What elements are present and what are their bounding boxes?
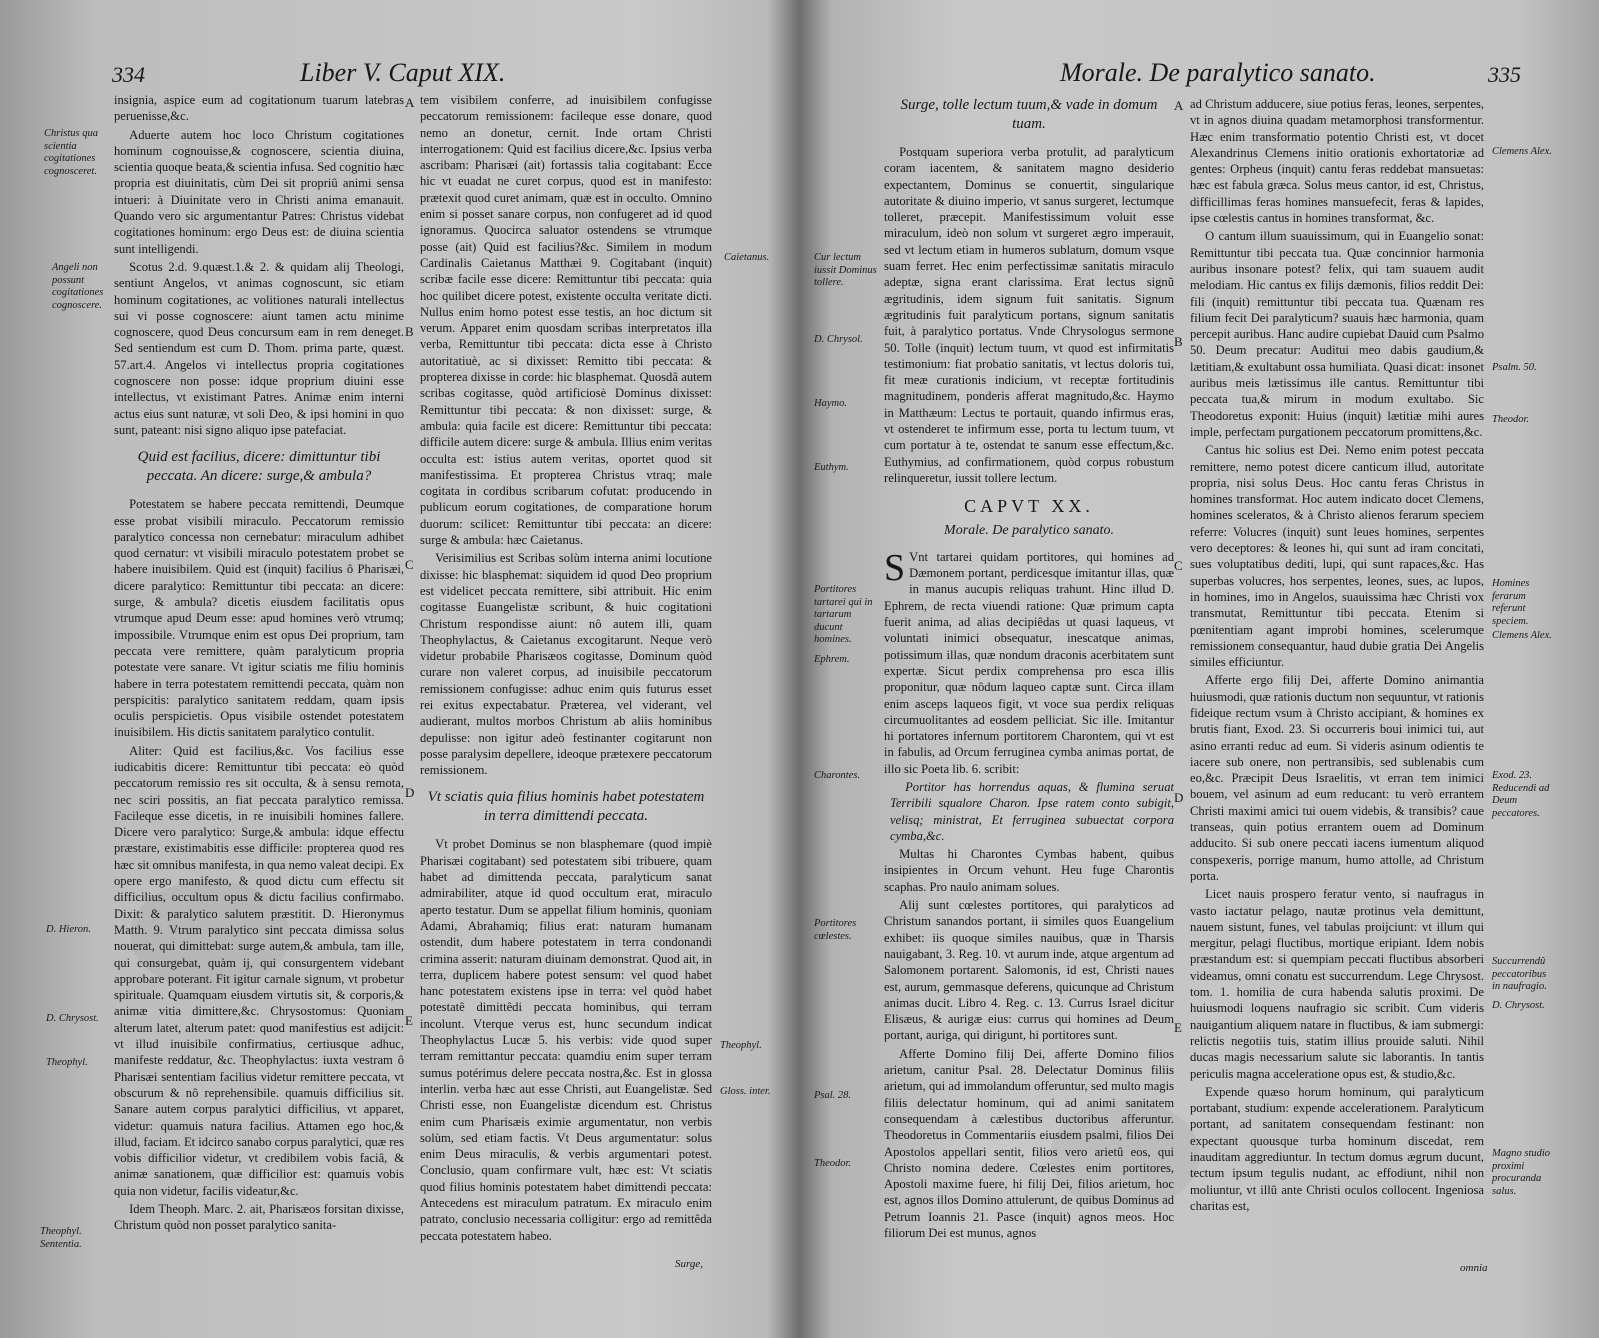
margin-note: Euthym. <box>814 462 849 473</box>
margin-note: Clemens Alex. <box>1492 146 1552 157</box>
margin-note: Theophyl. <box>720 1040 762 1051</box>
margin-note: Portitores cœlestes. <box>814 918 857 942</box>
paragraph <box>884 546 1174 777</box>
section-letter: E <box>1174 1020 1182 1035</box>
section-letter: A <box>405 95 415 110</box>
margin-note: Theodor. <box>1492 414 1530 425</box>
margin-note: Theophyl. Sententia. <box>40 1226 82 1250</box>
paragraph: Postquam superiora verba protulit, ad paralyticum coram iacentem, & sanitatem magno desiderio expectantem, Dominus se conuertit, singularique autoritate & diuino imperio, vt sanus surgeret, lectumque tolleret, præcepit. Manifestissimum voluit esse miraculum, ideò non solum vt surgeret ægro imperauit, sed vt lectum etiam in humeros sublatum, domum vsque suam ferret. Hec enim perfectissimæ sanitatis miraculo adeptæ, signa erant clarissima. Erat lectus signũ ægritudinis, idem signum fuit sanitatis. Signum ægritudinis fuit paralyticum portans, signum sanitatis fuit, à paralytico portatus. Vnde Chrysologus sermone 50. Tolle (inquit) lectum tuum, vt quod est infirmitatis testimonium: fiat probatio sanitatis, vt lectus doloris tui, fit meæ curationis indicium, vt receptæ fortitudinis magnitudinem, ponderis afferat magnitudo,&c. Haymo in Matthæum: Lectus te portauit, quando infirmus eras, vt ostenderet te infirmum esse, porta tu lectum tuum, vt cum portatur à te, ostendat te sanum esse effectum,&c. Euthymius, ad confirmationem, quòd corpus robustum relinqueretur, iussit tollere lectum. <box>884 145 1174 485</box>
margin-note: Theophyl. <box>46 1057 88 1068</box>
chapter-subtitle: Morale. De paralytico sanato. <box>944 522 1114 538</box>
margin-note: Magno studio proximi procuranda salus. <box>1492 1148 1551 1197</box>
section-heading: Surge, tolle lectum tuum,& vade in domum tuam. <box>900 97 1158 132</box>
paragraph: Cantus hic solius est Dei. Nemo enim potest peccata remittere, nemo potest dicere canticum illud, autoritate propria, nisi solus Deus. Hoc cantu feras Christus in homines transformat. Hoc autem indicato docet Clemens, homines sceleratos, & à Christo alienos ferarum speciem referre: Volucres (inquit) sunt leues homines, serpentes vero deceptores: & leones hi, qui sunt ad iram concitati, sues voluptatibus dediti, lupi, qui sunt rapaces,&c. Has superbas volucres, hos serpentes, leones, sues, ac lupos, in homines, imo in Angelos, suauissima hæc Christi vox transmutat, Remittuntur tibi peccata. Etenim si pœnitentiam agant improbi homines, scelerumque remissionem consequantur, haud dubie gratia Dei Angelis similes efficiuntur. <box>1190 443 1484 670</box>
paragraph: Multas hi Charontes Cymbas habent, quibus insipientes in Orcum vehunt. Heu fuge Charontis scaphas. Pro naulo animam solues. <box>884 847 1174 894</box>
margin-note: Caietanus. <box>724 252 770 263</box>
paragraph: Aliter: Quid est facilius,&c. Vos facilius esse iudicabitis dicere: Remittuntur tibi peccata: eò quòd peccatorum remissio res sit occulta, & à sensu remota, nec sciri possitis, an fiat peccata paralytico remissa. Facileque esse dicetis, in re inuisibili homines fallere. Dicere vero paralytico: Surge,& ambula: idque effectu præstare, existimabitis esse difficile: propterea quod res hæc sit omnibus manifesta, in qua nemo valeat decipi. Ex opere ergo manifesto, & quod dictu cum effectu sit difficilius, occultum opus & dictu facilius confirmabo. Dixit: & paralytico salutem præstitit. D. Hieronymus Matth. 9. Vtrum paralytico sint peccata dimissa solus nouerat, qui dimittebat: surge autem,& ambula, tam ille, qui consurgebat, quàm ij, qui consurgentem videbant approbare poterant. Fit igitur carnale signum, vt probetur spirituale. Quamquam eiusdem virtutis sit, & corporis,& animæ vitia dimittere,&c. Chrysostomus: Quoniam alterum latet, alterum patet: quod manifestius est adijcit: vt illud inuisibile confirmatius, certiusque adhuc, manifeste reddatur, &c. Theophylactus: iuxta vestram ô Pharisæi sententiam facilius videtur remittere peccata, vt obscurum & nô reprehensibile. quamuis difficilius sit. Sanare autem corpus paralytici difficilius, vt apparet, videtur: quamuis natura facilius. Attamen ego hoc,& illud, faciam. Et idcirco sanabo corpus paralytici, quæ res vobis difficilior videtur, vt credibilem vobis faciâ, & animæ sanationem, quæ difficilior est: quamuis vobis quia non videtur, facilis videatur,&c. <box>114 743 404 1198</box>
section-letter: B <box>1174 334 1183 349</box>
margin-note: Succurrendû peccatoribus in naufragio. <box>1492 956 1547 992</box>
margin-note: Theodor. <box>814 1158 852 1169</box>
page-number: 335 <box>1488 62 1521 87</box>
margin-note: Exod. 23. Reducendi ad Deum peccatores. <box>1492 770 1550 819</box>
page-number: 334 <box>112 62 145 87</box>
right-column-1 <box>884 96 1174 1281</box>
section-letter: B <box>405 324 414 339</box>
catchword: Surge, <box>675 1258 704 1270</box>
margin-note: D. Hieron. <box>46 924 91 935</box>
catchword: omnia <box>1460 1262 1488 1274</box>
section-letter: A <box>1174 98 1184 113</box>
margin-note: Psalm. 50. <box>1492 362 1537 373</box>
paragraph: Verisimilius est Scribas solùm interna animi locutione dixisse: hic blasphemat: siquidem id quod Deo proprium est videlicet peccata remittere, sibi attribuit. Hic enim cogitasse Euangelistæ scribunt, & huic cogitationi Christum respondisse aiunt: nô autem illi, quam Theophylactus, & Caietanus excogitarunt. Neque verò videtur probabile Pharisæos cogitasse, Dominum quòd curare non valeret corpus, ad inuisibile peccatorum remissionem confugisse: adhuc enim quis futurus esset rei exitus expectabatur. Præterea, vel viderant, vel audierant, multos morbos Christum ab aliis hominibus depulisse: non igitur adeò festinanter cogitarunt non posse paralysim depellere, ideoque prætexere peccatorum remissionem. <box>420 551 712 778</box>
margin-note: D. Chrysost. <box>1492 1000 1545 1011</box>
paragraph: Potestatem se habere peccata remittendi, Deumque esse probat visibili miraculo. Peccatorum remissio paralytico concessa non cernebatur: miraculum adhibet quod cernatur: vt visibili miraculo potestatem probet se habere inuisibilem. Quid est (inquit) facilius ô Pharisæi, dicere paralytico: Remittuntur tibi peccata: an dicere: surge, & ambula? dicetis eiusdem facilitatis opus vtrumque apud Deum esse: apud homines verò vtrumq; impossibile. Vtrumque enim est opus Dei proprium, tam peccata vere remittere, quàm paralyticum propria potestate vere sanare. Vt igitur sciatis me filiu hominis habere in terra potestatem remittendi peccata, quàm non perspicitis: paralytico sanitatem reddam, quam ipsis oculis perspicietis. Opus visibile ostendet potestatem inuisibilem. His dictis sanitatem paralytico contulit. <box>114 497 404 740</box>
margin-note: Charontes. <box>814 770 860 781</box>
section-heading: Vt sciatis quia filius hominis habet potestatem in terra dimittendi peccata. <box>427 789 705 825</box>
margin-note: D. Chrysost. <box>46 1013 99 1024</box>
running-head: Liber V. Caput XIX. <box>300 58 506 87</box>
paragraph: Vt probet Dominus se non blasphemare (quod impiè Pharisæi cogitabant) sed potestatem sibi tribuere, quam habet ad dimittenda peccata, paralyticum sanat admirabiliter, atque id quod occultum erat, miraculo aperto testatur. Dum se appellat filium hominis, quoniam Adami, Abrahamiq; filius erat: naturam humanam ostendit, dum habere potestatem in terra condonandi crimina asserit: naturam diuinam demonstrat. Quod ait, in terra, duplicem habere potest sensum: vel quod habet hanc potestatem existens ipse in terra: vel quòd habet potestatê dimittêdi peccata hominibus, qui terram incolunt. Vterque verus est, hunc secundum indicat Theophylactus Lucæ 5. his verbis: vide quod super terram remittantur peccata: quamdiu enim super terram sumus potérimus delere peccata nostra,&c. Est in glossa interlin. verba hæc aut esse Christi, aut Euangelistæ. Sed Christi esse, non Euangelistæ dicendum est. Christus enim cum Pharisæis eximie argumentatur, non verbis solùm, sed etiam factis. Vt Deus argumentatur: solus enim Deus miraculis, & verbis argumentari potest. Conclusio, quam confirmare vult, hæc est: Vt sciatis quod filius hominis potestatem habet dimittendi peccata: Antecedens est miraculum patratum. Ex miraculo enim patrato, conclusio necessaria colligitur: ergo ad remittêda peccata potestatem habeo. <box>420 837 712 1243</box>
paragraph: Afferte ergo filij Dei, afferte Domino animantia huiusmodi, quæ rationis ductum non sequuntur, vt rationis fideique rectum vsum à Christo accipiant, & homines ex brutis fiant, Exod. 23. Si occurreris boui inimici tui, aut asino erranti reduc ad eum. Si videris asinum odientis te iacere sub onere, non pertransibis, sed sublenabis cum eo,&c. Præcipit Deus Israelitis, vt erran tem inimici bouem, vel asinum ad eum reducant: tu verò errantem Christi maximi amici tui ouem videbis, & transibis? caue transeas, quin potius errantem ouem ad Dominum adducito. Si sub onere peccati iacens iumentum aliquod conspexeris, porrige manum, humo attolle, ad Christum porta. <box>1190 673 1484 883</box>
paragraph: Afferte Domino filij Dei, afferte Domino filios arietum, canitur Psal. 28. Delectatur Dominus filiis arietum, qui ad immolandum offeruntur, sed multo magis filiis delectatur hominum, qui ad animi sanitatem consequendam à cælestibus ductoribus afferuntur. Theodoretus in Commentariis eiusdem psalmi, filios Dei Apostolos appellari sentit, filios vero arietû eos, qui Christo nomina dedere. Cœlestes enim portitores, Apostoli maxime fuere, hi filij Dei, filios arietum, hoc est, agnos illos Domino attulerunt, de quibus Dominus ad Petrum Ioannis 21. Pasce (inquit) agnos meos. Hoc filiorum Dei est munus, agnos <box>884 1046 1174 1240</box>
margin-note: Haymo. <box>814 398 847 409</box>
margin-note: Homines ferarum referunt speciem. <box>1492 578 1530 627</box>
right-page <box>800 0 1599 1338</box>
paragraph: tem visibilem conferre, ad inuisibilem confugisse peccatorum remissionem: facileque esse donare, quod nemo an donetur, cernit. Inde ortam Christi interrogationem: Quid est facilius dicere,&c. Ipsius verba ascribam: Pharisæi (ait) fortassis talia cogitabant: Ecce hic vt euadat ne curet corpus, quod est in manifesto: prætexit quod curet animam, quæ est in occulto. Omnino enim si posset sanare corpus, non confugeret ad id quod ignoramus. Quocirca saluator ostendens se vtrumque posse (ait) Quid est facilius?&c. Similem in modum Cardinalis Caietanus Matthæi 9. Cogitabant (inquit) scribæ facile esse dicere: Remittuntur tibi peccata: quia hoc quilibet dicere potest, existente occulta veritate dicti. Nullus enim homo potest esse testis, an hoc dictum sit verum. Apparet enim quosdam scribas interpretatos illa verba, Remittuntur tibi peccata: dicta esse à Christo autoritatiuè, ac si dixisset: Remitto tibi peccata: & propterea dixisse in corde: hic blasphemat. Quosdâ autem scribas cogitasse, quòd artificiosè Dominus dixisset: Remittuntur tibi peccata: & non dixisset: surge, & ambula: quia facile est dicere: Remittuntur tibi peccata: difficile autem dicere: surge & ambula. Illius enim veritas occulta est: istius autem veritas, oportet quod sit manifestissima. Et propterea Christus vtraq; male cogitata in cordibus scribarum cofutat: producendo in publicum eorum cogitationes, de comparatione horum duorum: scilicet: Remittuntur tibi peccata: an dicere: surge & ambula: hæc Caietanus. <box>420 93 712 548</box>
left-column-1 <box>114 92 404 1272</box>
paragraph: Expende quæso horum hominum, qui paralyticum portabant, studium: expende accelerationem. Paralyticum portant, ad sanitatem consequendam festinant: non expectant quousque turba hominum discedat, rem inauditam aggrediuntur. In tectum domus ægrum ducunt, tectum ipsum tegulis nudant, ac effodiunt, nihil non moliuntur, vt illû ante Christi oculos collocent. Ingeniosa charitas est, <box>1190 1084 1484 1213</box>
margin-note: D. Chrysol. <box>814 334 863 345</box>
margin-note: Psal. 28. <box>814 1090 852 1101</box>
section-letter: D <box>1174 790 1184 805</box>
section-letter: C <box>1174 558 1183 573</box>
section-letter: D <box>405 785 415 800</box>
margin-note: Clemens Alex. <box>1492 630 1552 641</box>
section-heading: Quid est facilius, dicere: dimittuntur tibi peccata. An dicere: surge,& ambula? <box>137 449 381 485</box>
verse-quote: Portitor has horrendus aquas, & flumina seruat Terribili squalore Charon. Ipse ratem conto subigit, velisq; ministrat, Et ferruginea subuectat corpora cymba,&c. <box>890 779 1174 843</box>
margin-note: Ephrem. <box>814 654 850 665</box>
paragraph: Licet nauis prospero feratur vento, si naufragus in vasto iactatur pelago, nautæ protinus vela demittunt, nauem sistunt, funes, vel tabulas proijciunt: vt illum qui mergitur, pelagi fluctibus, mortique eripiant. Idem nobis præstandum est: si quempiam peccati fluctibus absorberi videamus, omni conatu est succurrendum. Lege Chrysost. tom. 1. homilia de cura habenda salutis proximi. De huiusmodi loquens naufragio sic scribit. Cum videris nauigantium aliquem natare in fluctibus, & iam submergi: relictis negotiis tuis, statim illius prouide saluti. Nihil ducas magis necessarium salute sic laborantis. In tantis periculis magna acceleratione opus est, & studio,&c. <box>1190 887 1484 1081</box>
drop-cap: S <box>884 546 906 589</box>
paragraph: Aduerte autem hoc loco Christum cogitationes hominum cognouisse,& cognoscere, scientia diuina, scientia quoque beata,& scientia infusa. Sed cognitio hæc propria est diuinitatis, cùm Dei sit propriû animi sensa intueri: à Diuinitate vero in Christi anima emanauit. Quando vero sic argumentantur Patres: Christus videbat cogitationes hominum: ergo Deus est: de diuina scientia sunt intelligendi. <box>114 127 404 256</box>
margin-note: Gloss. inter. <box>720 1086 771 1097</box>
chapter-title: CAPVT XX. <box>964 496 1094 517</box>
paragraph-text: Vnt tartarei quidam portitores, qui homines ad Dæmonem portant, perdicesque imitantur illas, quæ in manus aucupis reliquas trahunt. Hinc illud D. Ephrem, de recta viuendi ratione: Quæ primum capta fuerit anima, ad alias decipiêdas ut quasi laqueus, vt voluntati inimici obsequatur, inescatque animas, potissimum illas, quæ nondum draconis acerbitatem sunt expertæ. Sicut perdix comprehensa pro esca illis proponitur, quæ nôdum laqueo captæ sunt. Circa illam enim asceps laqueos figit, vt voce sua perdix reliquas circumuolitantes ad eosdem pelliciat. Sic ille. Imitantur hi portatores infernum portitorem Charontem, qui vt est in fabulis, ad Orcum ferruginea cymba animas portat, de illo sic Poeta lib. 6. scribit: <box>884 549 1174 776</box>
margin-note: Christus qua scientia cogitationes cognosceret. <box>44 128 98 177</box>
section-letter: C <box>405 557 414 572</box>
margin-note: Portitores tartarei qui in tartarum ducunt homines. <box>814 584 873 645</box>
paragraph: Scotus 2.d. 9.quæst.1.& 2. & quidam alij Theologi, sentiunt Angelos, vt animas cognoscunt, sic etiam hominum cogitationes, ac volitiones naturali intellectus sui vi posse cognoscere: aiunt tamen actu minime cognoscere, quod Deus concursum eam in rem deneget. Sed sentiendum est cum D. Thom. prima parte, quæst. 57.art.4. Angelos vi intellectus propria cogitationes cognoscere non posse: idque proprium diuini esse intellectus, vt existimant Patres. Animæ enim interni actus eius sunt naturæ, vt soli Deo, & ipsi homini in quo sunt, pateant: nisi signo aliquo ipse patefaciat. <box>114 259 404 437</box>
right-column-2 <box>1190 96 1484 1261</box>
paragraph: insignia, aspice eum ad cogitationum tuarum latebras peruenisse,&c. <box>114 93 404 124</box>
left-column-2 <box>420 92 712 1243</box>
margin-note: Cur lectum iussit Dominus tollere. <box>814 252 877 288</box>
paragraph: ad Christum adducere, siue potius feras, leones, serpentes, vt in agnos diuina quadam metamorphosi transformentur. Hæc enim transformatio potentio Christi est, vt docet Alexandrinus Clemens initio orationis exhortatoriæ ad gentes: Orpheus (inquit) cantu feras reddebat mansuetas: hæc est fabula græca. Solus meus cantor, id est, Christus, difficillimas feras homines mansuefecit, feras & lapides, ipse cœlestis cantus in homines transformat, &c. <box>1190 97 1484 226</box>
paragraph: O cantum illum suauissimum, qui in Euangelio sonat: Remittuntur tibi peccata tua. Quæ concinnior harmonia auribus insonare potest? felix, qui tam suauem audit melodiam. Hic cantus ex filijs dæmonis, filios reddit Dei: fili (inquit) remittuntur tibi peccata tua. Quænam res filium fecit Dei paralyticum? suauis hæc harmonia, quam percepit auribus. Hanc audire cupiebat Dauid cum Psalmo 50. Deum precatur: Auditui meo dabis gaudium,& lætitiam,& exultabunt ossa humiliata. Quasi dicat: insonet auribus meis lætissimus ille cantus. Remittuntur tibi peccata tua,& mirum in modum exultabo. Sic Theodoretus exponit: Huius (inquit) lætitiæ mihi aures imple, perfectam purgationem peccatorum promittens,&c. <box>1190 229 1484 439</box>
margin-note: Angeli non possunt cogitationes cognoscere. <box>52 262 104 311</box>
paragraph: Alij sunt cœlestes portitores, qui paralyticos ad Christum sanandos portant, ii similes quos Euangelium exhibet: iis quoque similes nauibus, quæ in Tharsis nauigabant, 3. Reg. 10. vt aurum inde, atque argentum ad Salomonem portarent. Salomonis, id est, Christi naues est, aurum, gemmasque deferens, quicunque ad Christum animas ducit. Libro 4. Reg. c. 13. Currus Israel dicitur Elisæus, & aurigæ eius: currus qui homines ad Deum portant, auriga, qui dirigunt, hi portitores sunt. <box>884 898 1174 1043</box>
left-page <box>0 0 790 1338</box>
section-letter: E <box>405 1013 413 1028</box>
paragraph: Idem Theoph. Marc. 2. ait, Pharisæos forsitan dixisse, Christum quòd non posset paralytico sanita- <box>114 1202 404 1233</box>
running-head: Morale. De paralytico sanato. <box>1060 58 1376 87</box>
